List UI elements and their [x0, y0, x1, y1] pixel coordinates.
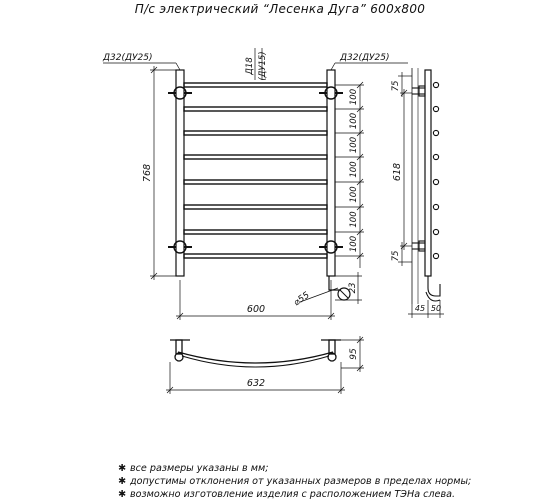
pipe-top-label-b: (ДУ15)	[258, 51, 268, 81]
rung	[184, 205, 327, 209]
rungs	[184, 83, 327, 258]
dim-width-center-label: 600	[246, 304, 266, 315]
asterisk-icon: ✱	[118, 463, 127, 474]
step-label: 100	[349, 186, 359, 203]
dim-45-label: 45	[414, 304, 426, 313]
connection-nut-top-left	[168, 87, 192, 99]
side-rung-end	[433, 154, 438, 159]
rung	[184, 107, 327, 111]
side-body	[425, 70, 431, 276]
right-post	[327, 70, 335, 276]
notes-list	[118, 462, 471, 501]
connection-nut-bottom-left	[168, 241, 192, 253]
step-labels	[349, 89, 359, 252]
dim-height-total-label: 768	[142, 163, 153, 183]
side-rung-end	[433, 229, 438, 234]
side-heating-element	[426, 276, 440, 301]
left-post	[176, 70, 184, 276]
side-rung-end	[433, 106, 438, 111]
step-label: 100	[349, 235, 359, 253]
side-rung-ends	[433, 82, 438, 258]
conn-left-leader	[103, 63, 180, 70]
diameter-label: ⌀55	[292, 290, 312, 309]
top-view	[170, 340, 341, 367]
side-rung-end	[433, 130, 438, 135]
note-item: ✱ допустимы отклонения от указанных размеров в пределах нормы;	[118, 476, 472, 487]
pipe-top-label-a: Д18	[245, 57, 255, 75]
rung	[184, 83, 327, 87]
side-rung-end	[433, 82, 438, 87]
side-rung-end	[433, 179, 438, 184]
conn-left-label: Д32(ДУ25)	[103, 53, 153, 63]
step-label: 100	[349, 161, 359, 178]
dim-height-inner-label: 618	[392, 162, 403, 182]
side-bracket-bottom	[412, 241, 425, 251]
side-rung-end	[433, 253, 438, 258]
note-item: ✱ все размеры указаны в мм;	[118, 463, 269, 474]
rung	[184, 254, 327, 258]
heating-element	[329, 276, 350, 300]
drawing-title: П/с электрический “Лесенка Дуга” 600х800	[134, 2, 426, 16]
side-rung-end	[433, 204, 438, 209]
connection-nut-top-right	[319, 87, 343, 99]
rung	[184, 230, 327, 234]
connection-nut-bottom-right	[319, 241, 343, 253]
dim-23-label: 23	[348, 282, 358, 294]
front-view	[168, 70, 350, 300]
conn-right-leader	[331, 63, 408, 70]
dim-top-width-label: 632	[246, 378, 266, 389]
rung	[184, 131, 327, 135]
rung	[184, 155, 327, 159]
step-label: 100	[349, 88, 359, 106]
dim-50-label: 50	[430, 304, 442, 313]
step-label: 100	[349, 136, 359, 154]
dim-top-depth-label: 95	[349, 348, 359, 360]
dim-offset-bottom-label: 75	[391, 250, 401, 262]
step-label: 100	[349, 112, 359, 130]
side-bracket-top	[412, 86, 425, 96]
asterisk-icon: ✱	[118, 489, 127, 500]
dim-offset-top-label: 75	[391, 80, 401, 92]
step-label: 100	[349, 211, 359, 228]
note-item: ✱ возможно изготовление изделия с расположением ТЭНа слева.	[118, 489, 456, 500]
asterisk-icon: ✱	[118, 476, 127, 487]
side-view	[412, 68, 440, 304]
rung	[184, 180, 327, 184]
conn-right-label: Д32(ДУ25)	[340, 53, 390, 63]
